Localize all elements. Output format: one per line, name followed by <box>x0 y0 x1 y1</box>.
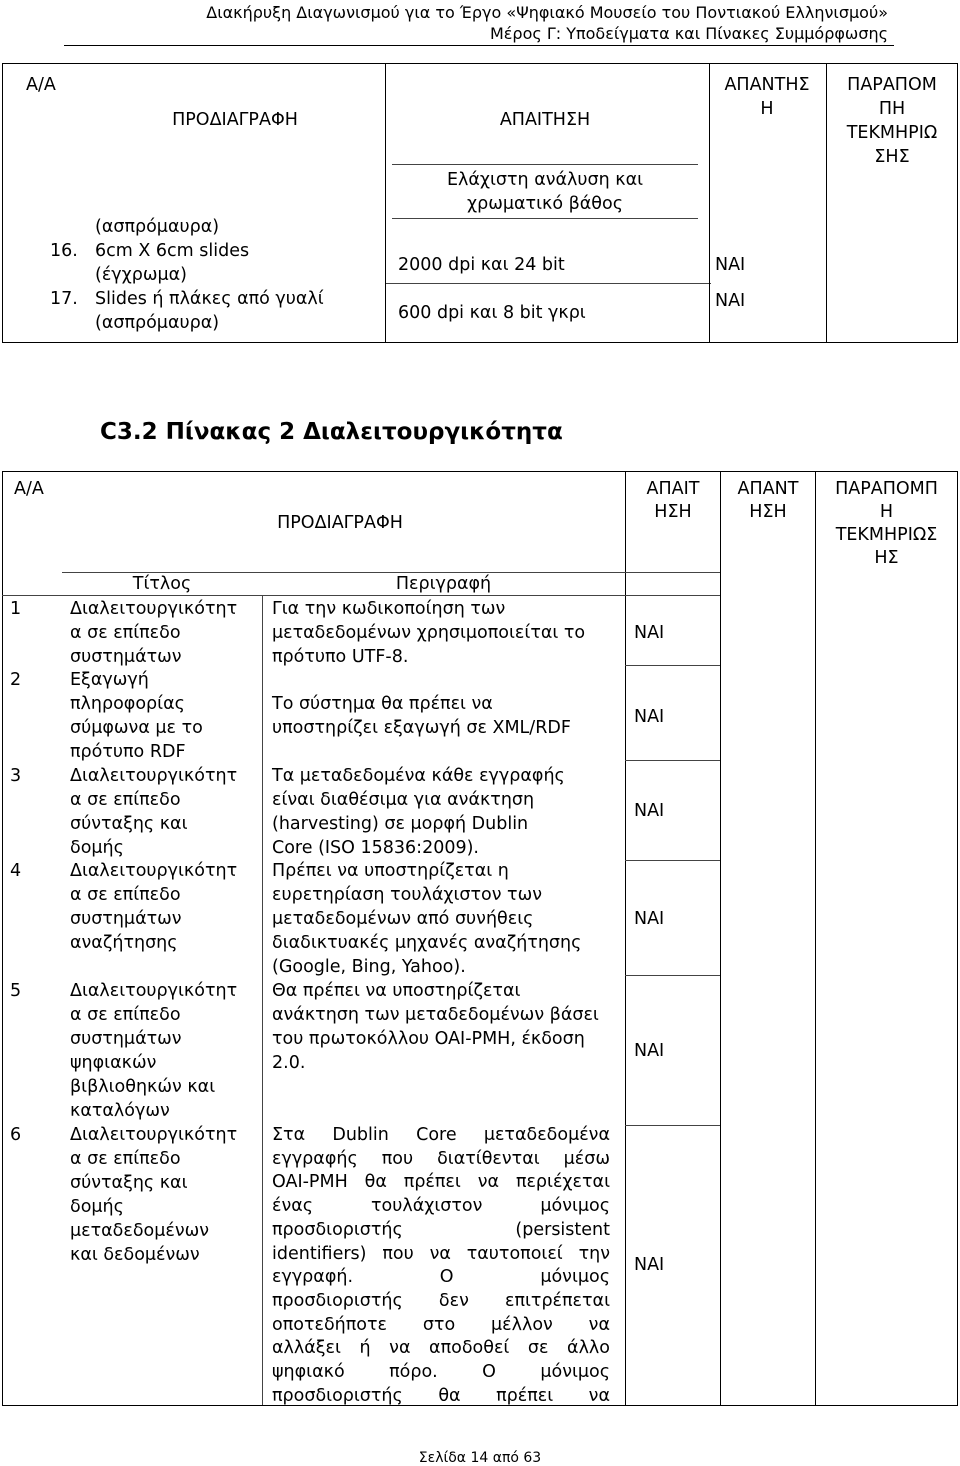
t2-row-requirement: ΝΑΙ <box>634 707 665 727</box>
t1-header-answer-2: Η <box>760 99 774 119</box>
t2-header-aa: Α/Α <box>14 479 44 499</box>
t2-row-title: α σε επίπεδο <box>70 1149 181 1169</box>
t2-row-title: Εξαγωγή <box>70 670 149 690</box>
t2-row-description: (Google, Bing, Yahoo). <box>272 957 466 977</box>
t2-row-description: OAI-PMH θα πρέπει να περιέχεται <box>272 1172 610 1193</box>
t2-row-description: προσδιοριστής δεν επιτρέπεται <box>272 1290 610 1311</box>
t2-row-number: 4 <box>10 861 22 881</box>
t2-header-requirement-1: ΑΠΑΙΤ <box>646 479 700 499</box>
t2-row-description: Core (ISO 15836:2009). <box>272 838 479 858</box>
t2-row-number: 6 <box>10 1125 22 1145</box>
t2-row-title: ψηφιακών <box>70 1053 157 1073</box>
section-title: C3.2 Πίνακας 2 Διαλειτουργικότητα <box>100 419 563 445</box>
t2-header-answer-2: ΗΣΗ <box>749 502 787 522</box>
t2-row-title: συστημάτων <box>70 647 182 667</box>
t2-row-title: Διαλειτουργικότητ <box>70 861 238 881</box>
t2-row-description: ένας τουλάχιστον μόνιμος <box>272 1196 610 1217</box>
t2-row-title: αναζήτησης <box>70 933 178 953</box>
t2-header-description: Περιγραφή <box>395 574 492 594</box>
t2-row-description: αλλάξει ή να αποδοθεί σε άλλο <box>272 1338 610 1359</box>
t2-row-description: (harvesting) σε μορφή Dublin <box>272 814 529 834</box>
t2-row-description: Τα μεταδεδομένα κάθε εγγραφής <box>272 766 565 786</box>
t2-header-reference-4: ΗΣ <box>874 548 899 568</box>
t2-row-title: συστημάτων <box>70 1029 182 1049</box>
t1-row-spec-1: Slides ή πλάκες από γυαλί <box>95 289 324 309</box>
t2-row-description: Για την κωδικοποίηση των <box>272 599 506 619</box>
t2-row-description: μεταδεδομένων χρησιμοποιείται το <box>272 623 586 643</box>
t2-header-spec: ΠΡΟΔΙΑΓΡΑΦΗ <box>277 513 403 533</box>
t1-header-requirement: ΑΠΑΙΤΗΣΗ <box>499 110 591 130</box>
t2-row-requirement: ΝΑΙ <box>634 623 665 643</box>
t2-row-title: Διαλειτουργικότητ <box>70 599 238 619</box>
t2-row-description: Πρέπει να υποστηρίζεται η <box>272 861 509 881</box>
t2-header-reference-2: Η <box>879 502 894 522</box>
t2-row-description: είναι διαθέσιμα για ανάκτηση <box>272 790 535 810</box>
t2-row-title: σύνταξης και <box>70 814 188 834</box>
t2-row-title: α σε επίπεδο <box>70 623 181 643</box>
t1-header-answer-1: ΑΠΑΝΤΗΣ <box>724 75 810 95</box>
t2-row-description: εγγραφής που διατίθενται μέσω <box>272 1148 610 1169</box>
t2-row-title: μεταδεδομένων <box>70 1221 210 1241</box>
t2-row-title: α σε επίπεδο <box>70 1005 181 1025</box>
t2-row-description: υποστηρίζει εξαγωγή σε XML/RDF <box>272 718 571 738</box>
t2-row-description: Στα Dublin Core μεταδεδομένα <box>272 1125 610 1145</box>
t1-carry-text: (ασπρόμαυρα) <box>95 217 220 237</box>
header-subtitle: Μέρος Γ: Υποδείγματα και Πίνακες Συμμόρφωσης <box>489 24 888 43</box>
t2-row-description: προσδιοριστής θα πρέπει να <box>272 1385 610 1406</box>
t2-row-title: Διαλειτουργικότητ <box>70 1125 238 1145</box>
t2-row-description: πρότυπο UTF-8. <box>272 647 409 667</box>
t1-row-spec-1: 6cm X 6cm slides <box>95 241 250 261</box>
t2-row-description: ευρετηρίαση τουλάχιστον των <box>272 885 543 905</box>
t2-header-reference-3: ΤΕΚΜΗΡΙΩΣ <box>835 525 938 545</box>
t2-row-number: 1 <box>10 599 22 619</box>
t2-row-title: σύνταξης και <box>70 1173 188 1193</box>
t1-row-requirement: 2000 dpi και 24 bit <box>398 255 565 275</box>
t2-row-description-block <box>272 1124 610 1408</box>
t2-row-description: ανάκτηση των μεταδεδομένων βάσει <box>272 1005 599 1025</box>
t2-row-description: διαδικτυακές μηχανές αναζήτησης <box>272 933 582 953</box>
t2-row-title: βιβλιοθηκών και <box>70 1077 216 1097</box>
t2-row-number: 5 <box>10 981 22 1001</box>
t2-row-requirement: ΝΑΙ <box>634 801 665 821</box>
t2-row-description: μεταδεδομένων από συνήθεις <box>272 909 534 929</box>
header-rule <box>64 45 894 46</box>
t1-header-reference-4: ΣΗΣ <box>874 147 910 167</box>
t2-row-description: ψηφιακό πόρο. Ο μόνιμος <box>272 1362 610 1383</box>
t1-subheader-2: χρωματικό βάθος <box>467 194 623 214</box>
t2-row-requirement: ΝΑΙ <box>634 909 665 929</box>
t2-row-description: εγγραφή. Ο μόνιμος <box>272 1267 610 1288</box>
t2-row-title: πληροφορίας <box>70 694 185 714</box>
t2-row-number: 2 <box>10 670 22 690</box>
t2-header-requirement-2: ΗΣΗ <box>654 502 692 522</box>
t1-row-spec-2: (έγχρωμα) <box>95 265 188 285</box>
t1-row-requirement: 600 dpi και 8 bit γκρι <box>398 303 586 323</box>
t2-row-title: καταλόγων <box>70 1101 170 1121</box>
t1-row-number: 16. <box>50 241 78 261</box>
t1-row-number: 17. <box>50 289 78 309</box>
t2-row-description: identifiers) που να ταυτοποιεί την <box>272 1243 610 1264</box>
t2-header-answer-1: ΑΠΑΝΤ <box>737 479 799 499</box>
t2-row-title: α σε επίπεδο <box>70 885 181 905</box>
t2-row-number: 3 <box>10 766 22 786</box>
t1-header-reference-3: ΤΕΚΜΗΡΙΩ <box>846 123 938 143</box>
t2-row-requirement: ΝΑΙ <box>634 1255 665 1275</box>
t2-row-title: Διαλειτουργικότητ <box>70 981 238 1001</box>
t1-row-answer: ΝΑΙ <box>715 291 746 311</box>
t2-row-description: Θα πρέπει να υποστηρίζεται <box>272 981 521 1001</box>
t2-header-title: Τίτλος <box>132 574 192 594</box>
t1-header-reference-2: ΠΗ <box>878 99 906 119</box>
t2-row-title: δομής <box>70 838 124 858</box>
t2-row-description: Το σύστημα θα πρέπει να <box>272 694 493 714</box>
t2-row-title: α σε επίπεδο <box>70 790 181 810</box>
t1-row-answer: ΝΑΙ <box>715 255 746 275</box>
page-footer: Σελίδα 14 από 63 <box>418 1450 542 1466</box>
t2-row-title: Διαλειτουργικότητ <box>70 766 238 786</box>
t1-row-spec-2: (ασπρόμαυρα) <box>95 313 220 333</box>
t2-row-title: συστημάτων <box>70 909 182 929</box>
t2-row-description: 2.0. <box>272 1053 306 1073</box>
t2-header-reference-1: ΠΑΡΑΠΟΜΠ <box>835 479 938 499</box>
t2-row-title: σύμφωνα με το <box>70 718 203 738</box>
t1-header-reference-1: ΠΑΡΑΠΟΜ <box>847 75 937 95</box>
t1-subheader-1: Ελάχιστη ανάλυση και <box>446 170 644 190</box>
t2-row-title: πρότυπο RDF <box>70 742 186 762</box>
t2-row-description: του πρωτοκόλλου OAI-PMH, έκδοση <box>272 1029 585 1049</box>
t2-row-description: οποτεδήποτε στο μέλλον να <box>272 1314 610 1335</box>
t1-header-aa: Α/Α <box>26 75 56 95</box>
t2-row-title: και δεδομένων <box>70 1245 200 1265</box>
t2-row-description: προσδιοριστής (persistent <box>272 1219 610 1240</box>
t2-row-title: δομής <box>70 1197 124 1217</box>
t2-row-requirement: ΝΑΙ <box>634 1041 665 1061</box>
t1-header-spec: ΠΡΟΔΙΑΓΡΑΦΗ <box>172 110 298 130</box>
header-title: Διακήρυξη Διαγωνισμού για το Έργο «Ψηφιακό Μουσείο του Ποντιακού Ελληνισμού» <box>206 3 888 22</box>
